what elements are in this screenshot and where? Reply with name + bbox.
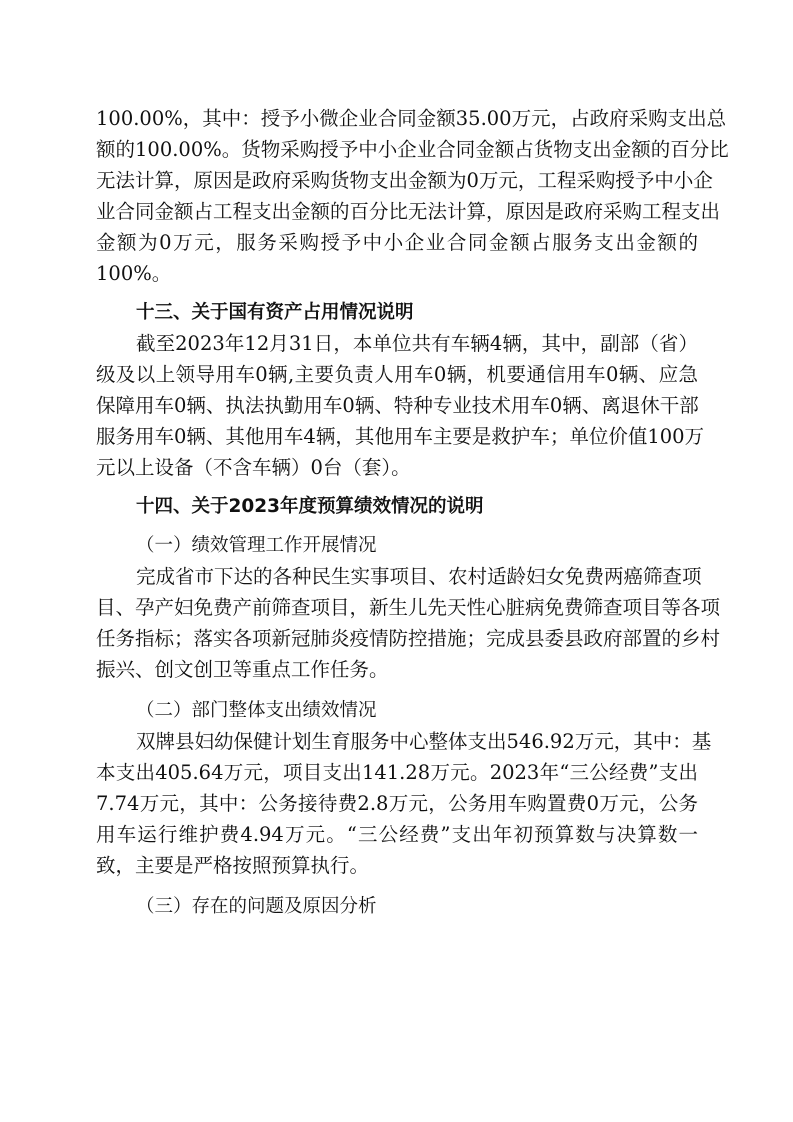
paragraph-line: 金额为0万元，服务采购授予中小企业合同金额占服务支出金额的 xyxy=(96,231,698,254)
paragraph-line: 振兴、创文创卫等重点工作任务。 xyxy=(96,658,389,681)
paragraph-line: 无法计算，原因是政府采购货物支出金额为0万元，工程采购授予中小企 xyxy=(96,169,713,192)
section-14-sub3-title: （三）存在的问题及原因分析 xyxy=(136,896,377,917)
paragraph-line: 用车运行维护费4.94万元。“三公经费”支出年初预算数与决算数一 xyxy=(96,823,698,846)
paragraph-line: 本支出405.64万元，项目支出141.28万元。2023年“三公经费”支出 xyxy=(96,761,698,784)
paragraph-line: 级及以上领导用车0辆,主要负责人用车0辆，机要通信用车0辆、应急 xyxy=(96,363,698,386)
paragraph-line: 任务指标；落实各项新冠肺炎疫情防控措施；完成县委县政府部置的乡村 xyxy=(96,627,721,650)
paragraph-line: 业合同金额占工程支出金额的百分比无法计算，原因是政府采购工程支出 xyxy=(96,200,721,223)
paragraph-line: 100.00%，其中：授予小微企业合同金额35.00万元，占政府采购支出总 xyxy=(96,107,727,130)
paragraph-line: 致，主要是严格按照预算执行。 xyxy=(96,854,370,877)
section-14-sub1-paragraph xyxy=(96,561,721,685)
section-13-title: 十三、关于国有资产占用情况说明 xyxy=(136,302,414,323)
document-page xyxy=(96,103,729,922)
paragraph-line: 目、孕产妇免费产前筛查项目，新生儿先天性心脏病免费筛查项目等各项 xyxy=(96,596,721,619)
paragraph-line: 额的100.00%。货物采购授予中小企业合同金额占货物支出金额的百分比 xyxy=(96,138,729,161)
procurement-paragraph xyxy=(96,103,729,289)
paragraph-line: 服务用车0辆、其他用车4辆，其他用车主要是救护车；单位价值100万 xyxy=(96,425,705,448)
paragraph-line: 完成省市下达的各种民生实事项目、农村适龄妇女免费两癌筛查项 xyxy=(136,565,702,588)
paragraph-line: 7.74万元，其中：公务接待费2.8万元，公务用车购置费0万元，公务 xyxy=(96,792,698,815)
paragraph-line: 元以上设备（不含车辆）0台（套）。 xyxy=(96,456,411,479)
paragraph-line: 截至2023年12月31日，本单位共有车辆4辆，其中，副部（省） xyxy=(136,332,698,355)
section-13-paragraph xyxy=(96,328,705,483)
section-14-sub2-title: （二）部门整体支出绩效情况 xyxy=(136,700,377,721)
section-14-sub1-title: （一）绩效管理工作开展情况 xyxy=(136,535,377,556)
paragraph-line: 双牌县妇幼保健计划生育服务中心整体支出546.92万元，其中：基 xyxy=(136,730,712,753)
section-14-sub2-paragraph xyxy=(96,726,712,881)
section-14-title: 十四、关于2023年度预算绩效情况的说明 xyxy=(136,496,484,517)
paragraph-line: 100%。 xyxy=(96,262,172,285)
paragraph-line: 保障用车0辆、执法执勤用车0辆、特种专业技术用车0辆、离退休干部 xyxy=(96,394,699,417)
